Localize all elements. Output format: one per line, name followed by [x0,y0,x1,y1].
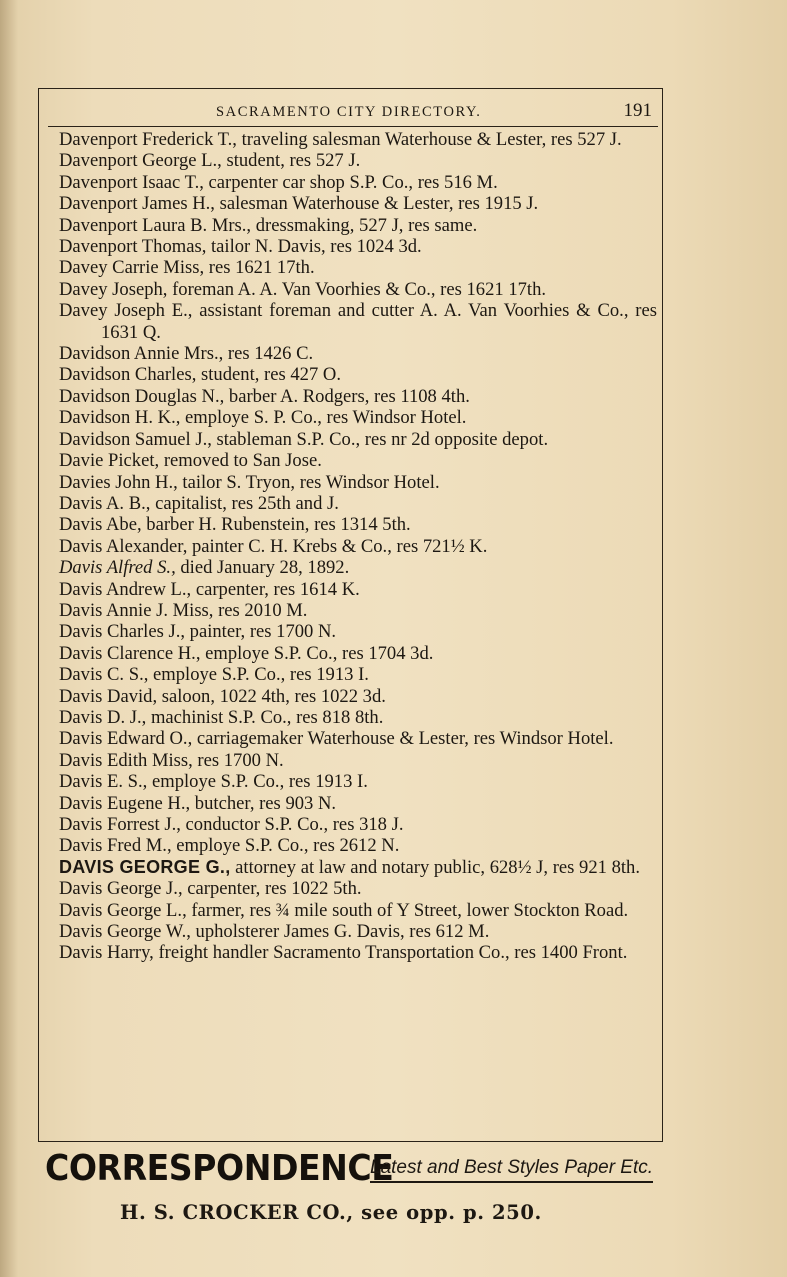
entry-details: carriagemaker Waterhouse & Lester, res Windsor Hotel. [192,728,614,750]
directory-entry [59,343,657,364]
entry-details: res 1621 17th. [204,257,315,279]
entry-details: upholsterer James G. Davis, res 612 M. [190,921,490,943]
directory-entry [59,900,657,921]
entry-name: Davey Joseph, [59,278,168,300]
entry-details: employe S. P. Co., res Windsor Hotel. [180,407,467,429]
directory-entry [59,386,657,407]
entry-name: Davis David, [59,685,158,707]
entry-name: Davis A. B., [59,492,151,514]
entry-details: tailor N. Davis, res 1024 3d. [206,236,422,258]
entry-details: butcher, res 903 N. [190,792,337,814]
entry-name: Davis Clarence H., [59,642,201,664]
entry-details: res 1426 C. [223,343,314,365]
entry-details: painter C. H. Krebs & Co., res 721½ K. [187,535,488,557]
directory-entry [59,514,657,535]
directory-entry [59,707,657,728]
directory-entry [59,686,657,707]
entry-details: assistant foreman and cutter A. A. Van Voorhies & Co., res 1631 Q. [101,300,657,343]
entry-details: farmer, res ¾ mile south of Y Street, lower Stockton Road. [186,899,629,921]
directory-entry [59,814,657,835]
entry-name: DAVIS GEORGE G., [59,856,231,877]
directory-entry [59,236,657,257]
directory-entry [59,728,657,749]
entry-name: Davis Charles J., [59,621,186,643]
entry-name: Davis George W., [59,921,191,943]
entry-details: carpenter car shop S.P. Co., res 516 M. [203,171,498,193]
entry-name: Davidson Samuel J., [59,428,212,450]
directory-entry [59,750,657,771]
directory-entry [59,793,657,814]
directory-entry [59,771,657,792]
directory-entry [59,857,657,878]
entry-details: res 1700 N. [192,749,284,771]
binding-shadow [0,0,18,1277]
entry-name: Davis Forrest J., [59,814,181,835]
directory-entry [59,557,657,578]
directory-entry [59,257,657,278]
entry-details: capitalist, res 25th and J. [150,492,339,514]
directory-entry [59,450,657,471]
directory-entry [59,300,657,343]
entry-name: Davis Edith Miss, [59,749,193,771]
entry-details: painter, res 1700 N. [185,621,337,643]
entry-details: traveling salesman Waterhouse & Lester, res 527 J. [236,129,622,150]
directory-entries [59,129,657,964]
entry-name: Davey Carrie Miss, [59,257,205,279]
entry-name: Davis Edward O., [59,728,193,750]
entry-details: salesman Waterhouse & Lester, res 1915 J. [214,193,539,215]
directory-entry [59,664,657,685]
entry-name: Davenport Frederick T., [59,129,237,150]
entry-name: Davis Fred M., [59,835,172,857]
entry-details: stableman S.P. Co., res nr 2d opposite depot. [211,428,549,450]
entry-name: Davis Andrew L., [59,578,192,600]
entry-details: employe S.P. Co., res 1704 3d. [200,642,434,664]
entry-name: Davis D. J., [59,706,147,728]
entry-name: Davenport Isaac T., [59,171,204,193]
entry-name: Davidson Charles, [59,364,197,386]
entry-details: carpenter, res 1022 5th. [182,878,362,900]
entry-details: freight handler Sacramento Transportation Co., res 1400 Front. [153,942,628,964]
directory-entry [59,472,657,493]
directory-entry [59,536,657,557]
entry-name: Davis Alexander, [59,535,188,557]
directory-entry [59,150,657,171]
entry-details: attorney at law and notary public, 628½ J, res 921 8th. [230,856,640,878]
entry-details: barber H. Rubenstein, res 1314 5th. [141,514,411,536]
entry-details: died January 28, 1892. [175,557,350,579]
entry-name: Davis E. S., [59,771,148,793]
entry-name: Davis George L., [59,899,187,921]
entry-name: Davis Alfred S., [59,557,176,579]
directory-entry [59,878,657,899]
page-number: 191 [623,100,652,121]
entry-name: Davie Picket, [59,450,160,472]
entry-details: employe S.P. Co., res 1913 I. [148,664,369,686]
directory-entry [59,193,657,214]
directory-entry [59,600,657,621]
entry-details: foreman A. A. Van Voorhies & Co., res 1621 17th. [167,278,547,300]
directory-entry [59,835,657,856]
entry-details: carpenter, res 1614 K. [191,578,360,600]
directory-entry [59,579,657,600]
page-border-bottom [38,1141,663,1142]
entry-details: tailor S. Tryon, res Windsor Hotel. [177,471,440,493]
directory-entry [59,921,657,942]
entry-name: Davies John H., [59,471,178,493]
directory-entry [59,129,657,150]
directory-entry [59,364,657,385]
entry-name: Davis Annie J. Miss, [59,599,214,621]
entry-details: conductor S.P. Co., res 318 J. [180,814,404,835]
ad-tagline: Latest and Best Styles Paper Etc. [370,1157,653,1183]
directory-entry [59,429,657,450]
entry-name: Davey Joseph E., [59,300,193,322]
directory-entry [59,942,657,963]
directory-entry [59,279,657,300]
entry-name: Davenport Laura B. Mrs., [59,214,252,236]
entry-details: student, res 527 J. [221,150,361,172]
entry-details: machinist S.P. Co., res 818 8th. [146,706,384,728]
entry-details: employe S.P. Co., res 1913 I. [147,771,368,793]
entry-name: Davenport James H., [59,193,215,215]
directory-entry [59,621,657,642]
entry-name: Davidson Douglas N., [59,385,225,407]
entry-details: dressmaking, 527 J, res same. [251,214,478,236]
entry-name: Davenport Thomas, [59,236,207,258]
entry-details: employe S.P. Co., res 2612 N. [171,835,400,857]
entry-name: Davis Harry, [59,942,154,964]
directory-entry [59,643,657,664]
entry-name: Davis George J., [59,878,183,900]
entry-name: Davis C. S., [59,664,149,686]
entry-details: student, res 427 O. [196,364,341,386]
directory-entry [59,407,657,428]
directory-title: SACRAMENTO CITY DIRECTORY. [216,104,482,120]
entry-details: barber A. Rodgers, res 1108 4th. [224,385,470,407]
entry-name: Davis Abe, [59,514,142,536]
entry-details: saloon, 1022 4th, res 1022 3d. [157,685,386,707]
entry-name: Davis Eugene H., [59,792,191,814]
directory-entry [59,493,657,514]
entry-details: res 2010 M. [213,599,308,621]
ad-company: H. S. CROCKER CO., see opp. p. 250. [120,1201,542,1224]
ad-headline: CORRESPONDENCE [45,1148,394,1189]
entry-details: removed to San Jose. [159,450,322,472]
directory-entry [59,215,657,236]
entry-name: Davidson Annie Mrs., [59,343,224,365]
directory-entry [59,172,657,193]
entry-name: Davidson H. K., [59,407,181,429]
running-header [48,100,658,127]
entry-name: Davenport George L., [59,150,222,172]
